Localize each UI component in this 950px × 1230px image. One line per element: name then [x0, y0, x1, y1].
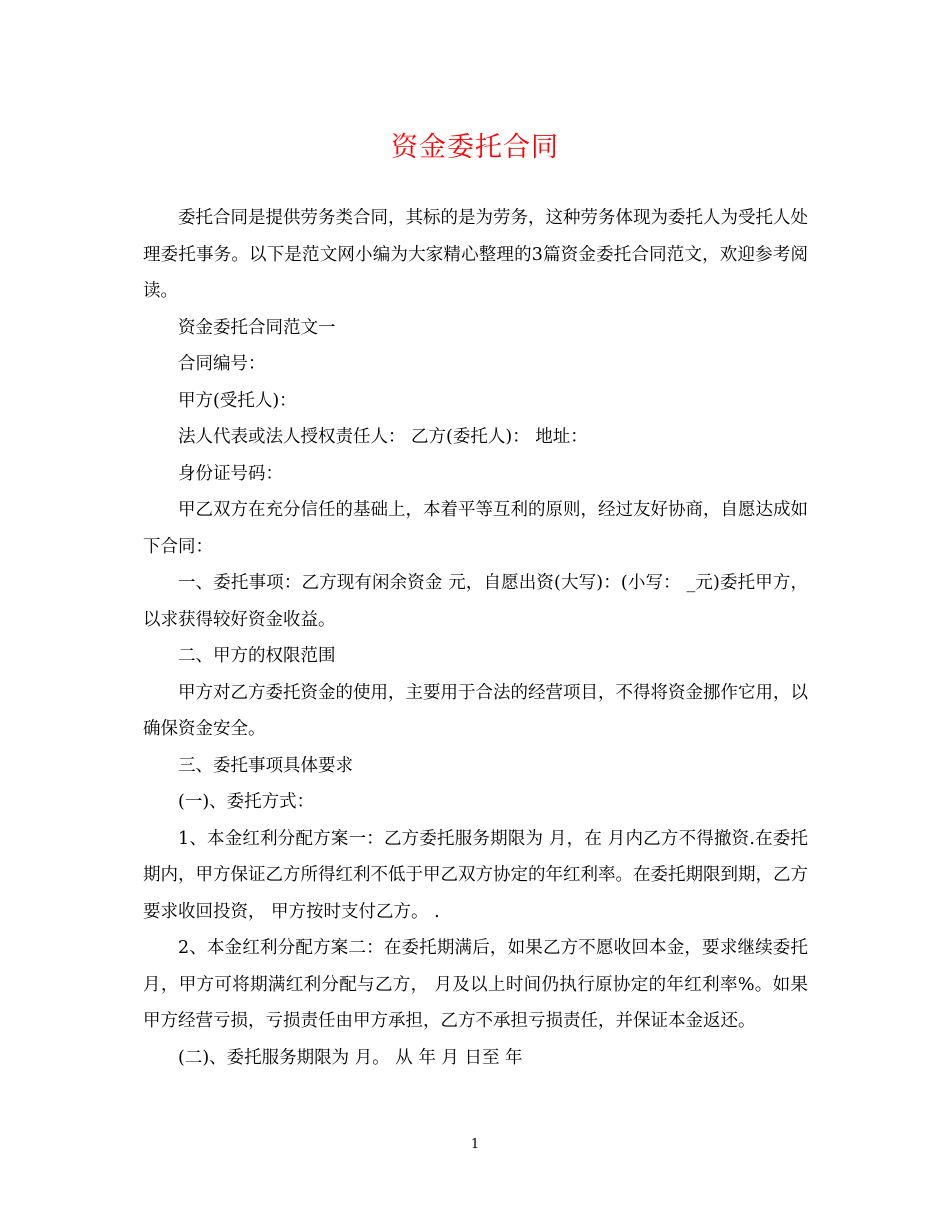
clause-2-paragraph: 甲方对乙方委托资金的使用，主要用于合法的经营项目，不得将资金挪作它用，以确保资金安全。: [143, 682, 808, 739]
plan-1-paragraph: 1、本金红利分配方案一：乙方委托服务期限为 月，在 月内乙方不得撤资.在委托期内，甲方保证乙方所得红利不低于甲乙双方协定的年红利率。在委托期限到期，乙方要求收回投资， 甲方按时支付乙方。 .: [143, 828, 808, 922]
clause-2-heading: 二、甲方的权限范围: [178, 646, 336, 666]
agreement-paragraph: 甲乙双方在充分信任的基础上，本着平等互利的原则，经过友好协商，自愿达成如下合同：: [143, 500, 808, 557]
subclause-2-line: (二)、委托服务期限为 月。 从 年 月 日至 年: [178, 1047, 523, 1068]
plan-2-paragraph: 2、本金红利分配方案二：在委托期满后，如果乙方不愿收回本金，要求继续委托 月，甲方可将期满红利分配与乙方， 月及以上时间仍执行原协定的年红利率%。如果甲方经营亏损，亏损责任由甲方承担，乙方不承担亏损责任，并保证本金返还。: [143, 938, 808, 1031]
party-a-line: 甲方(受托人)：: [178, 390, 297, 411]
page-number: 1: [470, 1137, 480, 1152]
representative-line: 法人代表或法人授权责任人： 乙方(委托人)： 地址：: [178, 427, 588, 447]
intro-paragraph: 委托合同是提供劳务类合同，其标的是为劳务，这种劳务体现为委托人为受托人处理委托事务。以下是范文网小编为大家精心整理的3篇资金委托合同范文，欢迎参考阅读。: [143, 208, 808, 301]
section-heading: 资金委托合同范文一: [178, 317, 336, 338]
contract-number-line: 合同编号：: [178, 354, 266, 374]
document-title: 资金委托合同: [391, 132, 559, 163]
subclause-1-heading: (一)、委托方式：: [178, 792, 315, 812]
document-body: [143, 200, 808, 1076]
clause-1-paragraph: 一、委托事项：乙方现有闲余资金 元，自愿出资(大写)：(小写： _元)委托甲方，以求获得较好资金收益。: [143, 573, 808, 630]
clause-3-heading: 三、委托事项具体要求: [178, 755, 353, 776]
id-number-line: 身份证号码：: [178, 463, 283, 484]
